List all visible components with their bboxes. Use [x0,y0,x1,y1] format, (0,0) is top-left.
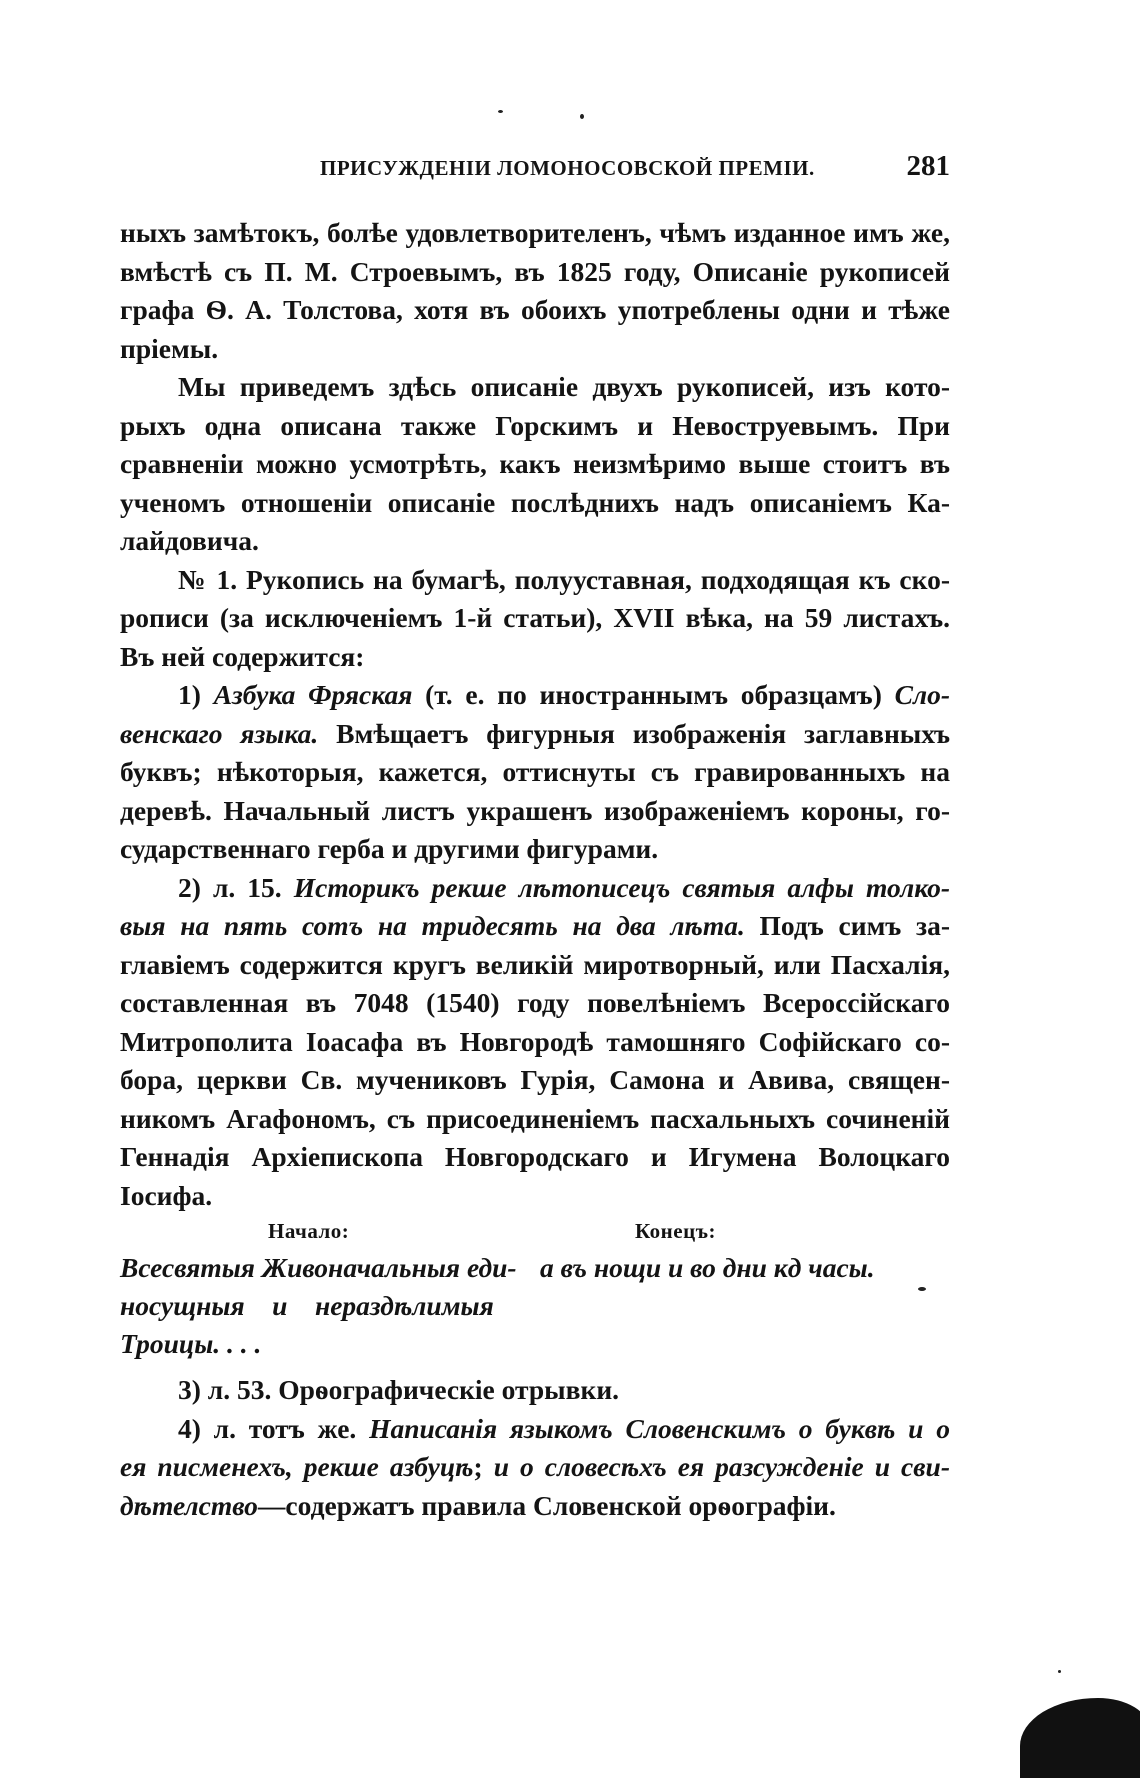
incipit-line: Всесвятыя Живоначальныя еди- [120,1252,517,1283]
text-line: ученомъ отношеніи описаніе послѣднихъ надъ описаніемъ Ка- [120,486,950,518]
text-line: бора, церкви Св. мучениковъ Гурія, Самона и Авива, священ- [120,1064,950,1095]
italic-title: Сло- [894,679,950,710]
inline-text: Орѳографическіе отрывки. [271,1374,620,1405]
italic-title: ея писменехъ, рекше азбуцѣ [120,1451,474,1482]
start-label: Начало: [268,1219,350,1243]
inline-text: Вмѣщаетъ фигурныя изображенія заглавныхъ [318,717,951,749]
text-line [120,676,950,715]
italic-title: венскаго языка. [120,717,319,749]
italic-title: Историкъ рекше лѣтописецъ святыя алфы толко- [293,871,950,903]
text-line: сравненіи можно усмотрѣть, какъ неизмѣримо выше стоитъ въ [120,448,950,479]
text-line: главіемъ содержится кругъ великій миротворный, или Пасхалія, [120,948,950,980]
page-body [120,214,950,1525]
text-line: пріемы. [120,332,219,364]
italic-title: и о словесѣхъ ея разсужденіе и сви- [493,1451,950,1482]
text-line: Въ ней содержится: [120,640,365,672]
text-line: Геннадія Архіепископа Новгородскаго и Игумена Волоцкаго [120,1141,950,1172]
incipit-line: Троицы. . . . [120,1328,262,1359]
text-line: составленная въ 7048 (1540) году повелѣніемъ Всероссійскаго [120,987,950,1018]
italic-title: дѣтелство [120,1489,258,1521]
scan-speck [498,110,503,113]
text-line: № 1. Рукопись на бумагѣ, полууставная, подходящая къ ско- [178,563,950,595]
text-line: рописи (за исключеніемъ 1-й статьи), XVII вѣка, на 59 листахъ. [120,602,950,633]
text-line: Митрополита Іоасафа въ Новгородѣ тамошняго Софійскаго со- [120,1025,950,1057]
item-number: 1) [178,679,201,710]
corner-smudge [1020,1698,1140,1778]
scan-speck [918,1287,926,1291]
paragraph-6 [120,1371,950,1410]
scan-speck [580,114,584,119]
text-line [120,1448,950,1487]
scan-speck [1058,1670,1061,1673]
text-line: лайдовича. [120,525,259,556]
text-line [120,1371,950,1410]
inline-text: —содержатъ правила Словенской орѳографіи. [257,1489,836,1521]
text-line: Іосифа. [120,1179,213,1211]
item-number: 3) л. 53. [178,1374,272,1405]
text-line: деревѣ. Начальный листъ украшенъ изображеніемъ короны, го- [120,794,950,826]
text-line: Мы приведемъ здѣсь описаніе двухъ рукописей, изъ кото- [178,371,950,402]
explicit-text [540,1249,980,1287]
paragraph-3 [120,561,950,677]
paragraph-1 [120,214,950,368]
page-header [120,150,950,190]
incipit-explicit-block [120,1219,950,1371]
text-line: рыхъ одна описана также Горскимъ и Невоструевымъ. При [120,409,950,441]
text-line: графа Ѳ. А. Толстова, хотя въ обоихъ употреблены одни и тѣже [120,294,950,325]
text-line: буквъ; нѣкоторыя, кажется, оттиснуты съ гравированныхъ на [120,756,950,787]
end-label: Конецъ: [635,1219,716,1243]
item-number: 4) л. тотъ же. [178,1412,357,1444]
paragraph-5 [120,869,950,1216]
page-number: 281 [906,150,950,182]
paragraph-7 [120,1410,950,1526]
italic-title: выя на пять сотъ на тридесять на два лѣта. [120,910,745,941]
inline-text: Подъ симъ за- [744,910,950,941]
running-head: ПРИСУЖДЕНІИ ЛОМОНОСОВСКОЙ ПРЕМІИ. [320,156,815,180]
text-line [120,907,950,946]
paragraph-4 [120,676,950,869]
text-line [120,869,950,908]
text-line: вмѣстѣ съ П. М. Строевымъ, въ 1825 году, Описаніе рукописей [120,255,950,287]
text-line: ныхъ замѣтокъ, болѣе удовлетворителенъ, чѣмъ изданное имъ же, [120,217,950,248]
paragraph-2 [120,368,950,561]
text-line: никомъ Агафономъ, съ присоединеніемъ пасхальныхъ сочиненій [120,1102,950,1134]
explicit-line: а въ нощи и во дни кд часы. [540,1252,875,1283]
incipit-line: носущныя и нераздѣлимыя [120,1290,494,1321]
inline-text: ; [473,1451,494,1482]
incipit-text [120,1249,560,1363]
text-line [120,1487,950,1526]
text-line [120,1410,950,1449]
italic-title: Написанія языкомъ Словенскимъ о буквѣ и о [369,1412,950,1444]
inline-text: (т. е. по иностраннымъ образцамъ) [412,679,895,710]
italic-title: Азбука Фряская [213,679,413,710]
text-line: сударственнаго герба и другими фигурами. [120,833,659,864]
text-line [120,715,950,754]
item-number: 2) л. 15. [178,871,282,903]
